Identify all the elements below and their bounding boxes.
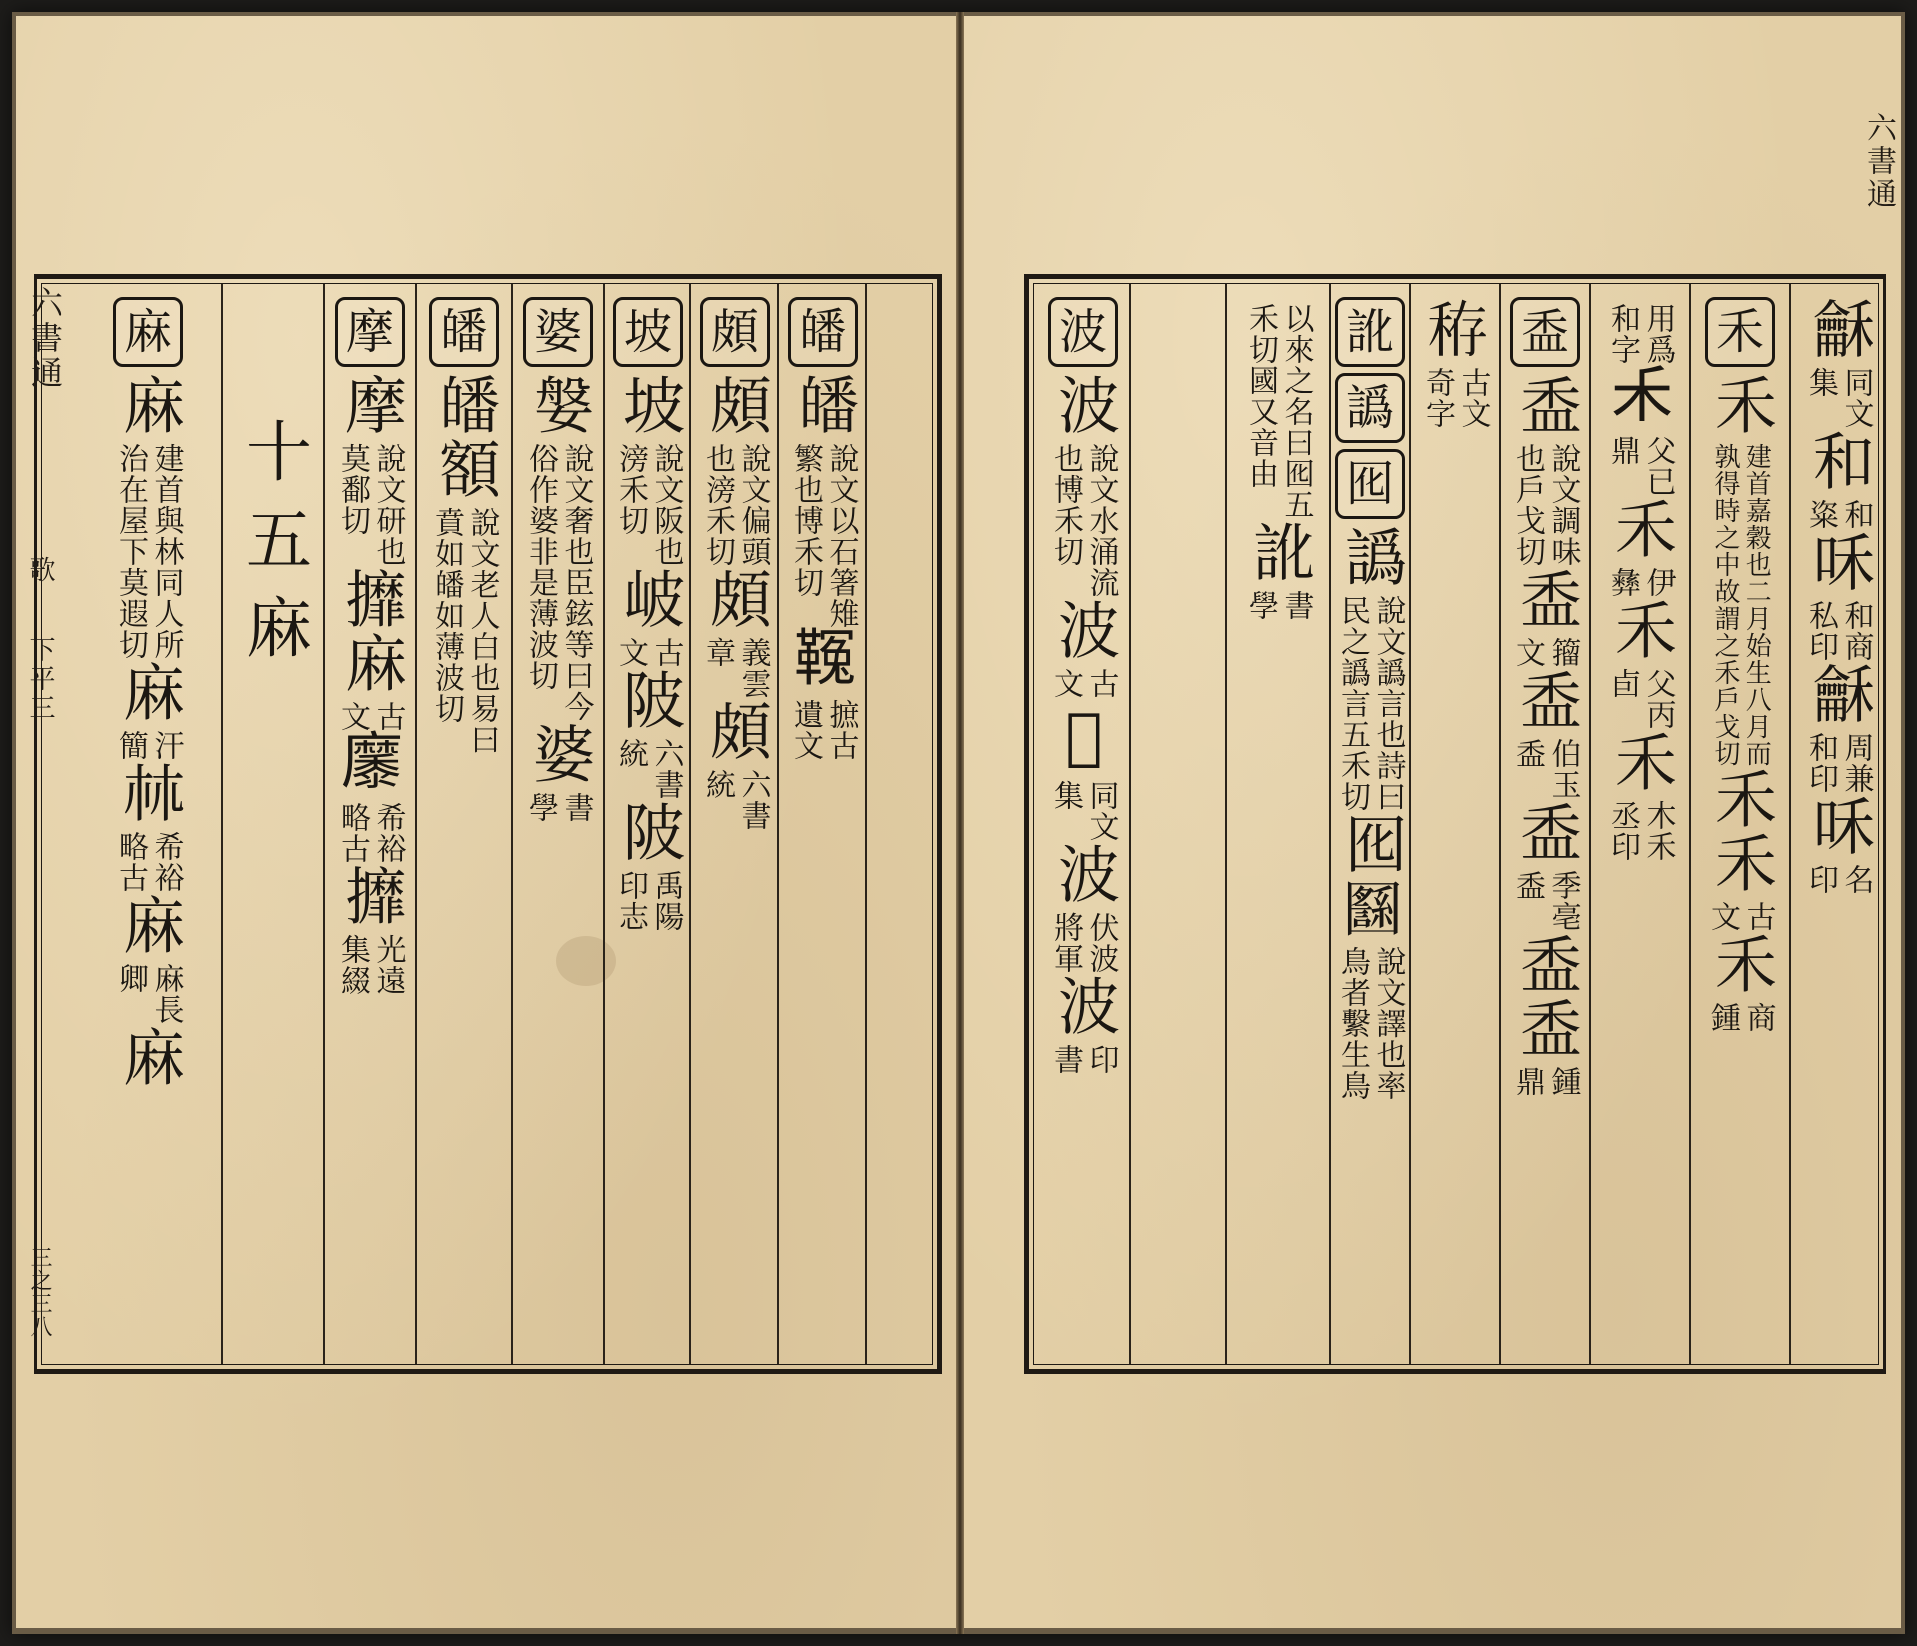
book-title-margin: 六書通: [1861, 112, 1896, 211]
gloss-line: 莫鄱切: [335, 443, 370, 536]
seal-glyph: 頗: [699, 373, 773, 437]
head-character: 囮: [1335, 449, 1405, 519]
source-label: 盉: [1510, 870, 1545, 901]
source-label: 光遠: [370, 934, 406, 996]
source-label: 和商: [1838, 600, 1874, 662]
source-label: 麻長: [148, 963, 184, 1025]
entry-column: [1593, 297, 1687, 1355]
source-label: 粢: [1803, 499, 1838, 530]
entry-column: [419, 297, 509, 1355]
source-label: 印志: [613, 870, 648, 932]
gloss-line: 說文以石箸雉: [823, 443, 859, 629]
seal-glyph: 𡈸: [1334, 876, 1407, 940]
head-character: 婆: [523, 297, 593, 367]
seal-glyph: 龢: [1802, 297, 1876, 361]
column-rule: [603, 284, 605, 1364]
entry-column: [1333, 297, 1407, 1355]
seal-glyph: 𥝌: [1604, 365, 1678, 429]
head-character: 皤: [429, 297, 499, 367]
source-label: 商: [1740, 1002, 1776, 1033]
source-label: 希裕: [148, 831, 184, 893]
source-label: 古: [648, 637, 684, 668]
gloss-line: 和字: [1605, 303, 1640, 365]
gloss-line: 禾切國又音由: [1243, 303, 1278, 489]
seal-glyph: 婆: [522, 722, 596, 786]
seal-glyph: 媻: [522, 373, 596, 437]
source-label: 禹陽: [648, 870, 684, 932]
gloss-line: 用爲: [1640, 303, 1676, 365]
source-label: 汗: [148, 730, 184, 761]
source-label: 義雲: [735, 637, 771, 699]
source-label: 古文: [1455, 367, 1491, 429]
source-label: 文: [613, 637, 648, 668]
seal-glyph: 攠: [334, 864, 408, 928]
right-page-frame: [1024, 274, 1886, 1374]
seal-glyph: 坡: [612, 373, 686, 437]
seal-glyph: 波: [1047, 373, 1121, 437]
seal-glyph: 禾: [1604, 598, 1678, 662]
source-label: 書: [558, 792, 594, 823]
left-page: [16, 16, 956, 1628]
source-label: 卿: [113, 963, 148, 994]
source-label: 籀: [1545, 637, 1581, 668]
source-label: 集綴: [335, 934, 370, 996]
source-label: 書: [1048, 1044, 1083, 1075]
source-label: 奇字: [1420, 367, 1455, 429]
source-label: 集: [1048, 780, 1083, 811]
source-label: 鍾: [1545, 1066, 1581, 1097]
source-label: 六書: [735, 769, 771, 831]
entry-column: [515, 297, 601, 1355]
seal-glyph: 𣏟: [112, 761, 186, 825]
column-rule: [1589, 284, 1591, 1364]
seal-glyph: 攠: [334, 567, 408, 631]
seal-glyph: 咊: [1802, 530, 1876, 594]
source-label: 文: [1048, 668, 1083, 699]
entry-column: [1503, 297, 1587, 1355]
gloss-line: 說文調味: [1545, 443, 1581, 567]
source-label: 文: [1705, 901, 1740, 932]
source-label: 伏波: [1083, 912, 1119, 974]
seal-glyph: 𣵰: [1047, 699, 1121, 774]
book-gutter: [956, 12, 964, 1634]
gloss-line: 說文研也: [370, 443, 406, 567]
seal-glyph: 禾: [1704, 932, 1778, 996]
head-character: 麻: [113, 297, 183, 367]
gloss-line: 以來之名曰囮五: [1278, 303, 1314, 520]
source-label: 書: [1278, 590, 1314, 621]
seal-glyph: 盉: [1509, 996, 1583, 1060]
source-label: 章: [700, 637, 735, 668]
column-rule: [1409, 284, 1411, 1364]
gloss-line: 說文水涌流: [1083, 443, 1119, 598]
seal-glyph: 盉: [1509, 373, 1583, 437]
gloss-line: 滂禾切: [613, 443, 648, 536]
source-label: 古: [1083, 668, 1119, 699]
seal-glyph: 禾: [1704, 831, 1778, 895]
seal-glyph: 麻: [112, 373, 186, 437]
gloss-line: 說文偏頭: [735, 443, 771, 567]
right-page: [964, 16, 1901, 1628]
source-label: 文: [335, 701, 370, 732]
left-page-frame: [34, 274, 942, 1374]
seal-glyph: 麻: [334, 631, 408, 695]
seal-glyph: 額: [428, 437, 502, 501]
source-label: 略古: [113, 831, 148, 893]
entry-column: [607, 297, 689, 1355]
entry-column: [1413, 297, 1497, 1355]
column-rule: [1225, 284, 1227, 1364]
entry-column: [693, 297, 777, 1355]
source-label: 統: [700, 769, 735, 800]
source-label: 簡: [113, 730, 148, 761]
source-label: 季亳: [1545, 870, 1581, 932]
column-rule: [1499, 284, 1501, 1364]
gloss-line: 鳥者繫生鳥: [1335, 946, 1370, 1101]
entry-column: [327, 297, 413, 1355]
seal-glyph: 𪎭: [334, 732, 408, 796]
column-rule: [511, 284, 513, 1364]
source-label: 遺文: [788, 699, 823, 761]
head-character: 頗: [700, 297, 770, 367]
seal-glyph: 波: [1047, 974, 1121, 1038]
seal-glyph: 禾: [1704, 767, 1778, 831]
seal-glyph: 盉: [1509, 800, 1583, 864]
seal-glyph: 皤: [428, 373, 502, 437]
source-label: 鼎: [1510, 1066, 1545, 1097]
gloss-line: 建首與林同人所: [148, 443, 184, 660]
gloss-line: 也博禾切: [1048, 443, 1083, 567]
source-label: 名: [1838, 864, 1874, 895]
seal-glyph: 頗: [699, 567, 773, 631]
head-character: 摩: [335, 297, 405, 367]
seal-glyph: 頗: [699, 699, 773, 763]
source-label: 卣: [1605, 668, 1640, 699]
source-label: 父已: [1640, 435, 1676, 497]
gloss-line: 建首嘉穀也二月始生八月而: [1741, 443, 1772, 767]
gloss-line: 也戶戈切: [1510, 443, 1545, 567]
gloss-line: 也滂禾切: [700, 443, 735, 567]
source-label: 集: [1803, 367, 1838, 398]
column-rule: [865, 284, 867, 1364]
source-label: 和: [1838, 499, 1874, 530]
source-label: 鼎: [1605, 435, 1640, 466]
seal-glyph: 波: [1047, 598, 1121, 662]
entry-column: [1793, 297, 1883, 1355]
source-label: 古: [1740, 901, 1776, 932]
column-rule: [1129, 284, 1131, 1364]
source-label: 六書: [648, 738, 684, 800]
source-label: 鍾: [1705, 1002, 1740, 1033]
source-label: 私印: [1803, 600, 1838, 662]
seal-glyph: 禾: [1604, 497, 1678, 561]
seal-glyph: 譌: [1334, 525, 1407, 589]
source-label: 周兼: [1838, 732, 1874, 794]
seal-glyph: 盉: [1509, 567, 1583, 631]
column-rule: [323, 284, 325, 1364]
column-rule: [1689, 284, 1691, 1364]
seal-glyph: 麻: [112, 893, 186, 957]
seal-glyph: 囮: [1334, 812, 1407, 876]
seal-glyph: 岥: [612, 567, 686, 631]
source-label: 伊: [1640, 567, 1676, 598]
gloss-line: 說文譌言也詩曰: [1370, 595, 1406, 812]
book-spread: [12, 12, 1905, 1634]
gloss-line: 說文老人白也易曰: [464, 507, 500, 755]
source-label: 印: [1803, 864, 1838, 895]
source-label: 文: [1510, 637, 1545, 668]
seal-glyph: 皤: [787, 373, 861, 437]
seal-glyph: 訛: [1242, 520, 1316, 584]
entry-column: [1693, 297, 1787, 1355]
source-label: 印: [1083, 1044, 1119, 1075]
source-label: 摭古: [823, 699, 859, 761]
gloss-line: 繁也博禾切: [788, 443, 823, 598]
page-number: 三之三八: [27, 1246, 52, 1338]
column-rule: [415, 284, 417, 1364]
seal-glyph: 𥞘: [1419, 297, 1493, 361]
entry-column: [781, 297, 865, 1355]
seal-glyph: 陂: [612, 668, 686, 732]
column-rule: [1329, 284, 1331, 1364]
source-label: 略古: [335, 802, 370, 864]
seal-glyph: 禾: [1704, 373, 1778, 437]
seal-glyph: 龢: [1802, 662, 1876, 726]
source-label: 學: [523, 792, 558, 823]
source-label: 古: [370, 701, 406, 732]
source-label: 統: [613, 738, 648, 769]
seal-glyph: 咊: [1802, 794, 1876, 858]
head-character: 譌: [1335, 373, 1405, 443]
entry-column: [77, 297, 219, 1355]
gloss-line: 俗作婆非是薄波切: [523, 443, 558, 691]
entry-column: [1039, 297, 1127, 1355]
gloss-line: 治在屋下莫遐切: [113, 443, 148, 660]
gloss-line: 孰得時之中故謂之禾戶戈切: [1710, 443, 1740, 767]
head-character: 盉: [1510, 297, 1580, 367]
head-character: 訛: [1335, 297, 1405, 367]
entry-column: [1229, 297, 1327, 1355]
seal-glyph: 麻: [112, 660, 186, 724]
tone-margin: 下平三: [25, 636, 55, 723]
head-character: 禾: [1705, 297, 1775, 367]
section-heading-column: [225, 297, 321, 1355]
column-rule: [689, 284, 691, 1364]
column-rule: [221, 284, 223, 1364]
source-label: 同文: [1083, 780, 1119, 842]
source-label: 彝: [1605, 567, 1640, 598]
column-rule: [777, 284, 779, 1364]
source-label: 希裕: [370, 802, 406, 864]
book-title-margin: 六書通: [26, 286, 64, 391]
head-character: 皤: [788, 297, 858, 367]
source-label: 同文: [1838, 367, 1874, 429]
seal-glyph: 和: [1802, 429, 1876, 493]
source-label: 將軍: [1048, 912, 1083, 974]
rhyme-section-heading: 十五麻: [234, 417, 312, 681]
seal-glyph: 禾: [1604, 730, 1678, 794]
source-label: 和印: [1803, 732, 1838, 794]
rhyme-group-margin: 歌: [25, 556, 55, 585]
source-label: 木禾: [1640, 800, 1676, 862]
gloss-line: 民之譌言五禾切: [1335, 595, 1370, 812]
source-label: 父丙: [1640, 668, 1676, 730]
seal-glyph: 陂: [612, 800, 686, 864]
gloss-line: 賁如皤如薄波切: [429, 507, 464, 724]
head-character: 坡: [613, 297, 683, 367]
gloss-line: 說文奢也臣鉉等曰今: [558, 443, 594, 722]
head-character: 波: [1048, 297, 1118, 367]
source-label: 丞印: [1605, 800, 1640, 862]
seal-glyph: 盉: [1509, 932, 1583, 996]
seal-glyph: 盉: [1509, 668, 1583, 732]
gloss-line: 說文譯也率: [1370, 946, 1406, 1101]
seal-glyph: 摩: [334, 373, 408, 437]
seal-glyph: 𩌑: [787, 629, 861, 693]
source-label: 伯玉: [1545, 738, 1581, 800]
column-rule: [1789, 284, 1791, 1364]
seal-glyph: 波: [1047, 842, 1121, 906]
source-label: 學: [1243, 590, 1278, 621]
gloss-line: 說文阪也: [648, 443, 684, 567]
seal-glyph: 麻: [112, 1025, 186, 1089]
source-label: 盉: [1510, 738, 1545, 769]
